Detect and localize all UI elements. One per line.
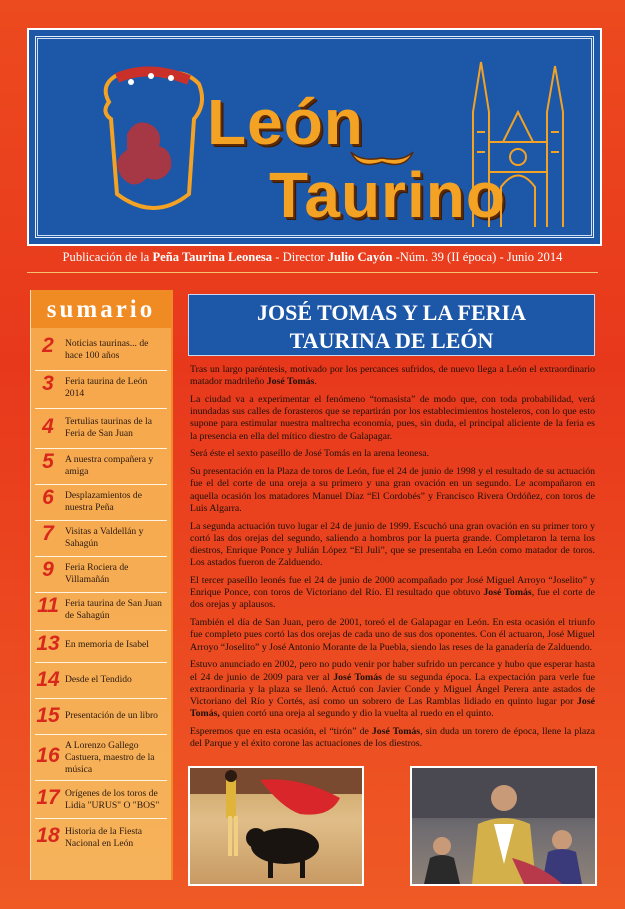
paragraph: La ciudad va a experimentar el fenómeno “tomasista” de modo que, con toda probabilidad, verá inundadas sus calles de forasteros que se repartirán por los establecimientos hosteleros, con lo que esto supone para estimular nuestra maltrecha economía, pues, sin duda, el principal aliciente de la feria es la presencia en ella del mítico diestro de Galapagar.	[190, 394, 595, 442]
sumario-page-number: 6	[42, 486, 54, 509]
sumario-page-number: 16	[36, 744, 60, 767]
masthead	[27, 28, 602, 246]
cathedral-icon	[453, 52, 583, 227]
headline-line-2: TAURINA DE LEÓN	[289, 328, 494, 353]
sumario-item[interactable]	[35, 410, 167, 449]
paragraph: La segunda actuación tuvo lugar el 24 de junio de 1999. Escuchó una gran ovación en su primer toro y cortó las dos orejas del segundo, saliendo a hombros por la puerta grande. Completaron la terna los diestros, Enrique Ponce y Julián López “El Juli”, que se presentaba en León como matador de toros. Los astados fueron de Zalduendo.	[190, 520, 595, 569]
sumario-item-label: Desplazamientos de nuestra Peña	[65, 490, 142, 513]
sumario-item-label: Historia de la Fiesta Nacional en León	[65, 826, 142, 849]
paragraph: Su presentación en la Plaza de toros de León, fue el 24 de junio de 1998 y el resultado de su actuación fue el del corte de una oreja a su primero y una gran ovación en un segundo. Le acompañaron en aquella ocasión los matadores Manuel Díaz “El Cordobés” y Francisco Rivera Ordóñez, con toros de Luis Algarra.	[190, 466, 595, 514]
matador-portrait-photo	[410, 766, 597, 886]
sumario-item-label: A Lorenzo Gallego Castuera, maestro de la música	[65, 740, 155, 775]
paragraph: Esperemos que en esta ocasión, el “tirón” de José Tomás, sin duda un torero de época, llene la plaza del Parque y el éxito corone las actuaciones de los diestros.	[190, 726, 595, 750]
sumario-item[interactable]	[35, 372, 167, 409]
sumario-page-number: 7	[42, 522, 54, 545]
article-body	[190, 364, 595, 756]
coat-of-arms-icon	[89, 64, 219, 224]
sumario-item-label: Noticias taurinas... de hace 100 años	[65, 338, 149, 361]
sumario-item-label: Desde el Tendido	[65, 674, 132, 685]
paragraph: Será éste el sexto paseíllo de José Tomás en la arena leonesa.	[190, 448, 430, 460]
sumario-item[interactable]	[35, 782, 167, 819]
sumario-item[interactable]	[35, 486, 167, 521]
sumario-item[interactable]	[35, 820, 167, 858]
sumario-item-label: Presentación de un libro	[65, 710, 158, 721]
sumario-item-label: Orígenes de los toros de Lidia "URUS" O "BOS"	[65, 788, 160, 811]
sumario-page-number: 4	[42, 415, 54, 438]
article-headline	[188, 294, 595, 356]
sumario-item[interactable]	[35, 664, 167, 699]
sumario-item[interactable]	[35, 334, 167, 371]
headline-line-1: JOSÉ TOMAS Y LA FERIA	[257, 300, 526, 325]
sumario-page-number: 9	[42, 558, 54, 581]
paragraph: El tercer paseíllo leonés fue el 24 de junio de 2000 acompañado por José Miguel Arroyo “Joselito” y Enrique Ponce, con toros de Victoriano del Río. El resultado que obtuvo José Tomás, fue el corte de dos orejas y aplausos.	[190, 575, 595, 611]
sumario-page-number: 11	[37, 594, 59, 617]
sumario-panel	[30, 290, 171, 880]
paragraph: Tras un largo paréntesis, motivado por los percances sufridos, de nuevo llega a León el extraordinario matador madrileño José Tomás.	[190, 364, 595, 388]
paragraph: También el día de San Juan, pero de 2001, toreó el de Galapagar en León. En esta ocasión el triunfo fue completo pues cortó las dos orejas de cada uno de sus dos oponentes. Con él actuaron, José Miguel Arroyo “Joselito” y José Antonio Morante de la Puebla, siendo las reses de la ganadería de Zalduendo.	[190, 617, 595, 653]
sumario-page-number: 17	[36, 786, 60, 809]
divider	[27, 272, 598, 273]
sumario-item-label: Feria taurina de San Juan de Sahagún	[65, 598, 162, 621]
logo-title-line-2: Taurino	[269, 159, 506, 231]
sumario-item-label: Feria Rociera de Villamañán	[65, 562, 129, 585]
publication-line	[0, 250, 625, 265]
sumario-item-label: En memoria de Isabel	[65, 639, 149, 650]
sumario-item[interactable]	[35, 522, 167, 557]
sumario-item[interactable]	[35, 594, 167, 631]
sumario-item[interactable]	[35, 736, 167, 781]
pub-org: Peña Taurina Leonesa	[152, 250, 273, 264]
sumario-item-label: Visitas a Valdellán y Sahagún	[65, 526, 144, 549]
sumario-page-number: 2	[42, 334, 54, 357]
sumario-item-label: A nuestra compañera y amiga	[65, 454, 154, 477]
logo-title-line-1: León	[207, 86, 364, 158]
sumario-page-number: 5	[42, 450, 54, 473]
pub-text: - Director	[272, 250, 328, 264]
pub-director: Julio Cayón	[327, 250, 393, 264]
sumario-page-number: 15	[36, 704, 60, 727]
paragraph: Estuvo anunciado en 2002, pero no pudo venir por haber sufrido un percance y hubo que esperar hasta el 24 de junio de 2009 para ver al José Tomás de su segunda época. La expectación para verle fue extraordinaria y la plaza se llenó. Actuó con Javier Conde y Miguel Ángel Perera ante astados de Victoriano del Río y Cortés, así como un sobrero de Las Ramblas lidiado en quinto lugar por José Tomás, quien cortó una oreja al segundo y dio la vuelta al ruedo en el quinto.	[190, 659, 596, 720]
sumario-title: sumario	[31, 290, 171, 328]
sumario-item[interactable]	[35, 700, 167, 735]
sumario-page-number: 13	[36, 632, 60, 655]
bullfight-photo-icon	[190, 768, 362, 884]
sumario-item[interactable]	[35, 450, 167, 485]
pub-text: Publicación de la	[62, 250, 153, 264]
bullfight-photo	[188, 766, 364, 886]
sumario-item-label: Feria taurina de León 2014	[65, 376, 148, 399]
sumario-item[interactable]	[35, 632, 167, 663]
sumario-page-number: 14	[36, 668, 60, 691]
matador-photo-icon	[412, 768, 595, 884]
sumario-item[interactable]	[35, 558, 167, 593]
sumario-item-label: Tertulias taurinas de la Feria de San Juan	[65, 416, 152, 439]
pub-issue: -Núm. 39 (II época) - Junio 2014	[392, 250, 563, 264]
sumario-page-number: 3	[42, 372, 54, 395]
sumario-page-number: 18	[36, 824, 60, 847]
